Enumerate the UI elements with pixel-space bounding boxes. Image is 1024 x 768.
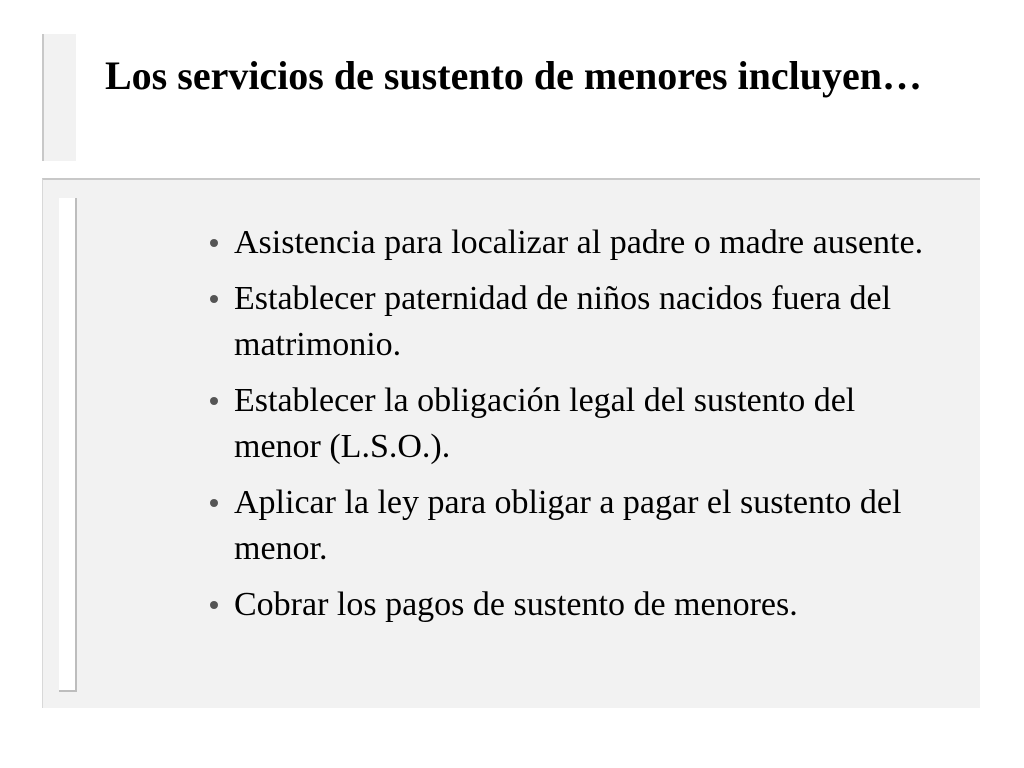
slide-title: Los servicios de sustento de menores incluyen… (105, 53, 923, 98)
bullet-text: Aplicar la ley para obligar a pagar el sustento del menor. (234, 484, 902, 567)
list-item (206, 480, 946, 572)
list-item (206, 582, 946, 628)
content-panel (42, 178, 980, 708)
bullet-text: Cobrar los pagos de sustento de menores. (234, 586, 798, 623)
bullet-list (206, 220, 946, 638)
list-item (206, 378, 946, 470)
bullet-dot-icon (210, 601, 218, 609)
bullet-dot-icon (210, 397, 218, 405)
bullet-dot-icon (210, 295, 218, 303)
content-decoration (59, 198, 77, 692)
bullet-dot-icon (210, 239, 218, 247)
list-item (206, 220, 946, 266)
bullet-text: Establecer la obligación legal del sustento del menor (L.S.O.). (234, 382, 856, 465)
title-decoration (42, 34, 76, 161)
bullet-text: Establecer paternidad de niños nacidos fuera del matrimonio. (234, 280, 892, 363)
list-item (206, 276, 946, 368)
bullet-dot-icon (210, 499, 218, 507)
bullet-text: Asistencia para localizar al padre o madre ausente. (234, 224, 924, 261)
